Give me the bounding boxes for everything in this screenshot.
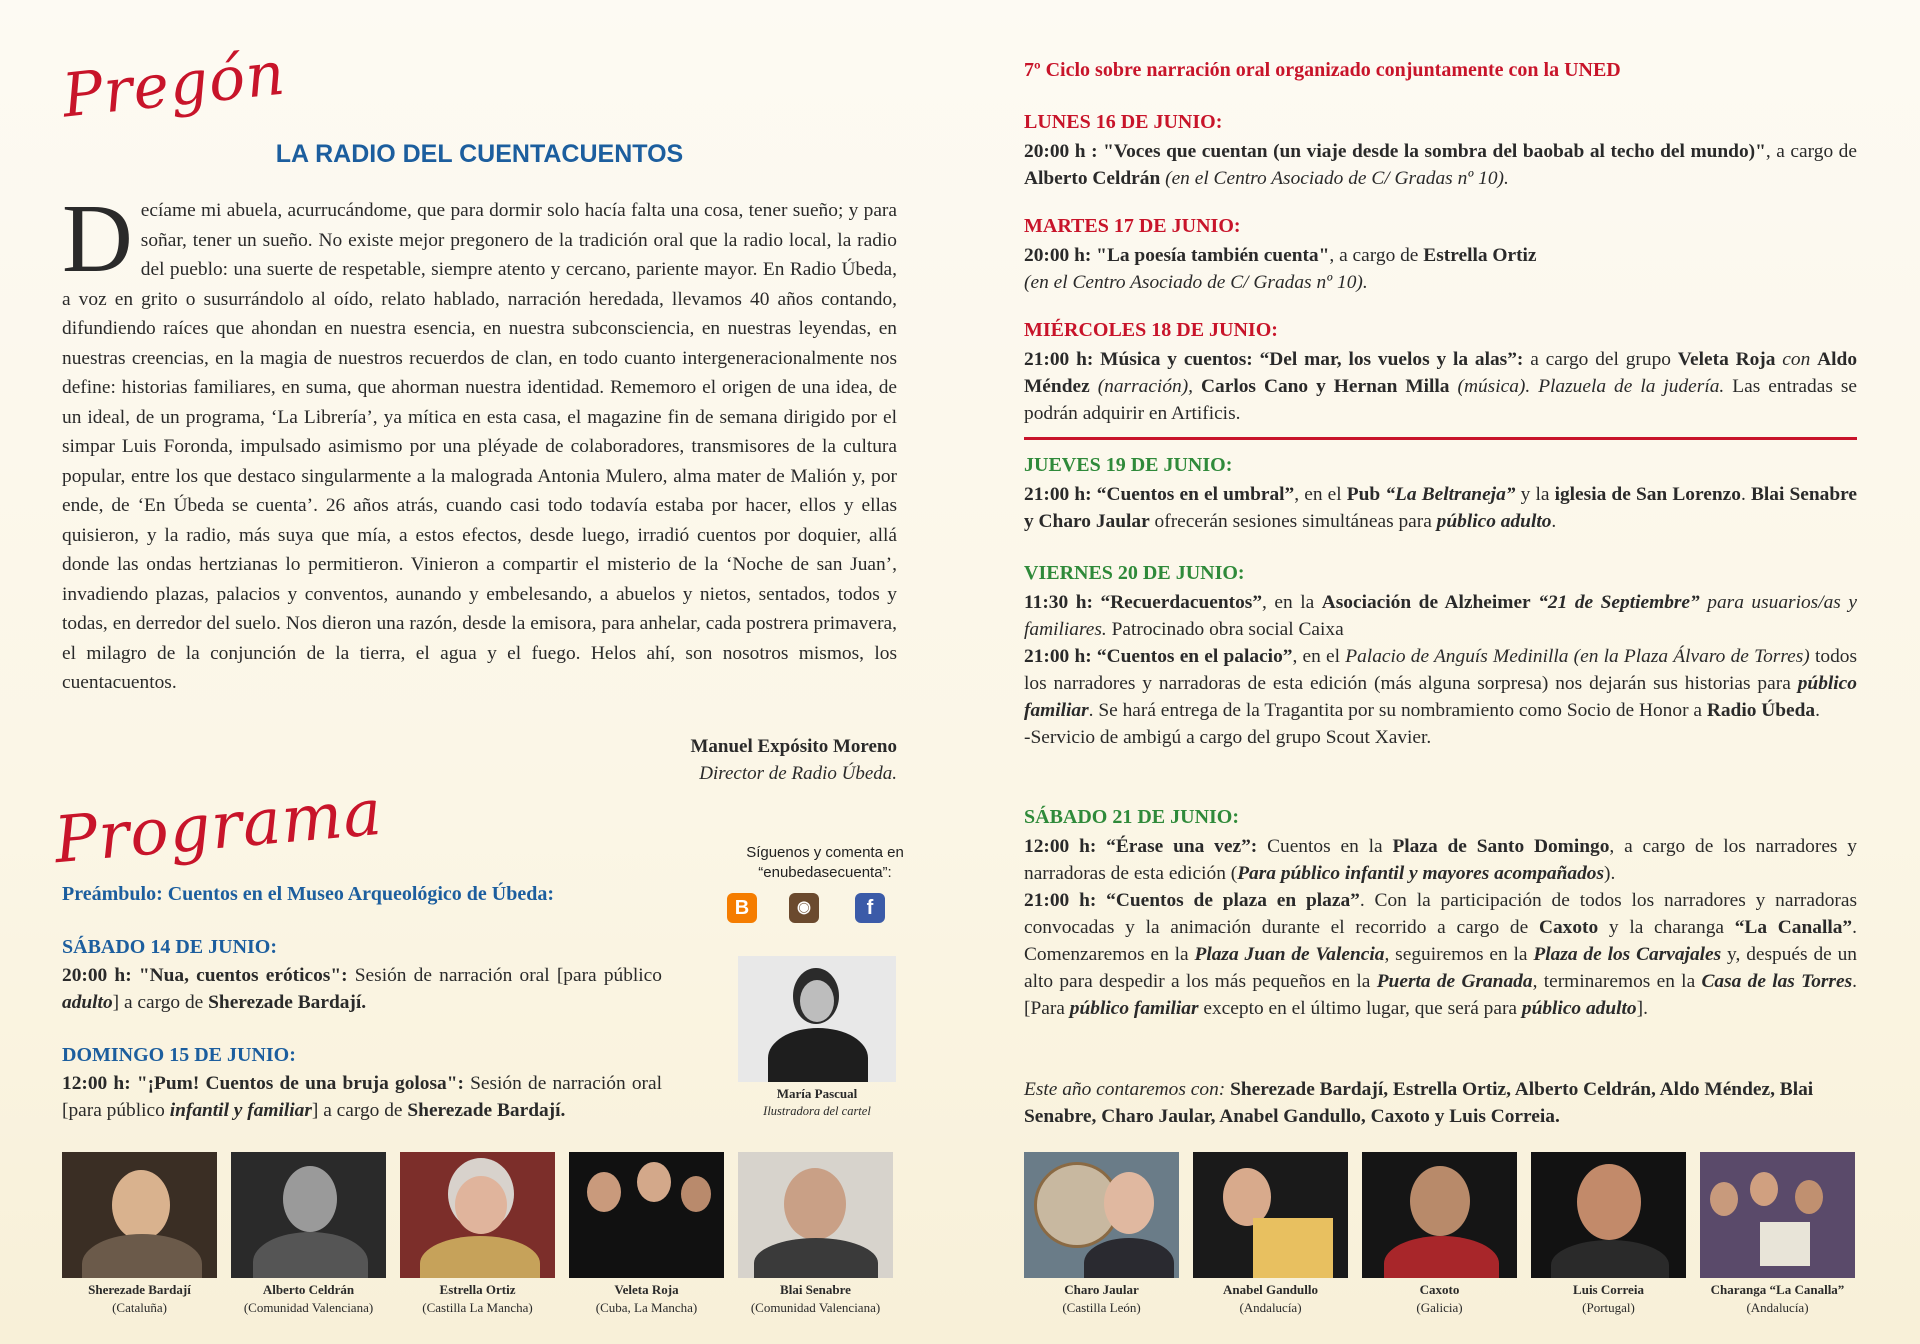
photo-estrella-ortiz [400,1152,555,1278]
pregon-body [62,185,897,698]
signature-role: Director de Radio Úbeda. [699,763,897,784]
event-text: ] a cargo de [112,992,209,1013]
event-text: , a cargo de los narradores y narradoras de esta edición ( [1024,836,1858,884]
event-time: 21:00 h: “Cuentos de plaza en plaza” [1024,890,1360,911]
performer-region: (Andalucía) [1746,1300,1809,1315]
photo-caption [57,1281,222,1317]
performer-region: (Andalucía) [1239,1300,1302,1315]
event-performer: Sherezade Bardají. [208,992,367,1013]
event-venue: Plaza Juan de Valencia [1194,944,1385,965]
instagram-icon[interactable]: ◉ [789,893,819,923]
event-venue: “La Beltraneja” [1385,484,1516,505]
photo-caption [564,1281,729,1317]
event-text: , en el [1294,484,1347,505]
performer-name: Charanga “La Canalla” [1710,1282,1845,1297]
day-heading-wed18: MIÉRCOLES 18 DE JUNIO: [1024,319,1278,341]
event-text: Las entradas se podrán adquirir en Artificis. [1024,376,1858,424]
photo-blai-senabre [738,1152,893,1278]
illustrator-photo [738,956,896,1082]
event-text: , terminaremos en la [1532,971,1702,992]
event-time: 21:00 h: “Cuentos en el palacio” [1024,646,1293,667]
event-venue: Plaza de Santo Domingo [1392,836,1610,857]
event-text: Sesión de narración oral [para público [347,965,662,986]
event-performer: Estrella Ortiz [1423,245,1537,266]
performer-region: (Portugal) [1582,1300,1635,1315]
performer-region: (Cataluña) [112,1300,167,1315]
photo-veleta-roja [569,1152,724,1278]
photo-luis-correia [1531,1152,1686,1278]
programa-title: Programa [51,775,386,879]
performer-name: Veleta Roja [614,1282,679,1297]
event-text: , en la [1262,592,1322,613]
event-text: Patrocinado obra social Caixa [1106,619,1344,640]
event-audience: adulto [62,992,113,1013]
event-performer: Sherezade Bardají. [407,1100,566,1121]
event-time: 21:00 h: Música y cuentos: “Del mar, los vuelos y la alas”: [1024,349,1524,370]
event-performer: Carlos Cano y Hernan Milla [1201,376,1450,397]
event-text: , en el [1292,646,1346,667]
photo-caption [1526,1281,1691,1317]
signature-name: Manuel Expósito Moreno [690,736,897,757]
event-text: , a cargo de [1765,141,1857,162]
performer-name: Charo Jaular [1064,1282,1139,1297]
closing-line [1024,1076,1857,1130]
event-venue: (música). Plazuela de la judería. [1449,376,1725,397]
performer-name: Anabel Gandullo [1222,1282,1318,1297]
event-text: . [1815,700,1820,721]
illustrator-name: María Pascual [776,1086,858,1101]
event-text: , a cargo de [1329,245,1424,266]
performer-region: (Comunidad Valenciana) [750,1300,881,1315]
event-text: . [1740,484,1751,505]
event-performer: Caxoto [1538,917,1599,938]
performer-name: Caxoto [1419,1282,1460,1297]
event-text: ). [1604,863,1616,884]
event-venue: Asociación de Alzheimer [1321,592,1531,613]
event-performer: Radio Úbeda [1706,700,1816,721]
event-venue: Plaza de los Carvajales [1533,944,1722,965]
photo-caption [395,1281,560,1317]
event-text: , seguiremos en la [1384,944,1534,965]
event-venue: Pub [1346,484,1381,505]
event-time: 20:00 h: "La poesía también cuenta" [1024,245,1330,266]
event-text: . Con la participación de todos los narradores y narradoras convocadas y la animación durante el recorrido a cargo de [1024,890,1857,938]
photo-anabel-gandullo [1193,1152,1348,1278]
photo-caption [733,1281,898,1317]
event-text: ofrecerán sesiones simultáneas para [1149,511,1437,532]
event-venue: (en el Centro Asociado de C/ Gradas nº 10). [1160,168,1509,189]
event-text: ] a cargo de [311,1100,408,1121]
event-tue17 [1024,242,1857,296]
event-time: 21:00 h: “Cuentos en el umbral” [1024,484,1295,505]
performer-name: Alberto Celdrán [262,1282,355,1297]
event-audience: infantil y familiar [169,1100,312,1121]
photo-charanga-la-canalla [1700,1152,1855,1278]
day-heading-mon16: LUNES 16 DE JUNIO: [1024,111,1223,133]
performer-region: (Cuba, La Mancha) [595,1300,698,1315]
event-time: 12:00 h: “Érase una vez”: [1024,836,1258,857]
photo-caption [1695,1281,1860,1317]
performer-name: Sherezade Bardají [88,1282,191,1297]
photo-caption [1188,1281,1353,1317]
photo-caxoto [1362,1152,1517,1278]
event-audience: público adulto [1521,998,1637,1019]
event-text: y la charanga [1598,917,1735,938]
day-heading-sun15: DOMINGO 15 DE JUNIO: [62,1044,296,1066]
event-audience: público familiar [1024,673,1857,721]
drop-cap: D [62,185,133,293]
performer-region: (Comunidad Valenciana) [243,1300,374,1315]
performer-region: (Castilla La Mancha) [422,1300,533,1315]
event-performer: Blai Senabre y Charo Jaular [1024,484,1857,532]
event-venue: iglesia de San Lorenzo [1554,484,1741,505]
blogger-icon[interactable]: B [727,893,757,923]
event-performer: Veleta Roja [1677,349,1776,370]
illustrator-role: Ilustradora del cartel [763,1104,871,1118]
event-thu19 [1024,481,1857,535]
event-text: con [1775,349,1818,370]
performer-name: Estrella Ortiz [439,1282,516,1297]
day-heading-sat21: SÁBADO 21 DE JUNIO: [1024,806,1240,828]
performer-name: Luis Correia [1573,1282,1644,1297]
closing-performers: Sherezade Bardají, Estrella Ortiz, Alberto Celdrán, Aldo Méndez, Blai Senabre, Charo Jaular, Anabel Gandullo, Caxoto y Luis Correia. [1024,1079,1814,1127]
event-performer: Aldo Méndez [1024,349,1858,397]
event-text: todos los narradores y narradoras de esta edición (más alguna sorpresa) nos dejarán sus historias para [1024,646,1858,694]
event-sun15 [62,1070,662,1124]
photo-alberto-celdran [231,1152,386,1278]
performer-region: (Castilla León) [1062,1300,1141,1315]
event-wed18 [1024,346,1857,427]
event-audience: público adulto [1436,511,1552,532]
event-text: . Comenzaremos en la [1024,917,1857,965]
event-venue: Palacio de Anguís Medinilla (en la Plaza Álvaro de Torres) [1345,646,1810,667]
social-caption: Síguenos y comenta en “enubedasecuenta”: [746,844,904,881]
event-text: Cuentos en la [1257,836,1393,857]
event-venue: Puerta de Granada [1376,971,1533,992]
event-performer: Alberto Celdrán [1024,168,1161,189]
event-time: 20:00 h : "Voces que cuentan (un viaje desde la sombra del baobab al techo del mundo)" [1024,141,1766,162]
event-time: 11:30 h: “Recuerdacuentos” [1024,592,1263,613]
event-text: ]. [1636,998,1648,1019]
event-text: . [Para [1024,971,1857,1019]
section-divider [1024,437,1857,440]
performer-region: (Galicia) [1416,1300,1463,1315]
event-time: 12:00 h: "¡Pum! Cuentos de una bruja golosa": [62,1073,464,1094]
event-venue: (en el Centro Asociado de C/ Gradas nº 10). [1024,272,1368,293]
event-audience: Para público infantil y mayores acompañados [1237,863,1605,884]
event-text: (narración), [1089,376,1202,397]
event-performer: “La Canalla” [1734,917,1853,938]
day-heading-fri20: VIERNES 20 DE JUNIO: [1024,562,1245,584]
event-venue: Casa de las Torres [1701,971,1853,992]
ciclo-heading: 7º Ciclo sobre narración oral organizado conjuntamente con la UNED [1024,59,1621,81]
photo-caption [1019,1281,1184,1317]
day-heading-tue17: MARTES 17 DE JUNIO: [1024,215,1241,237]
event-mon16 [1024,138,1857,192]
day-heading-thu19: JUEVES 19 DE JUNIO: [1024,454,1233,476]
preambulo-heading: Preámbulo: Cuentos en el Museo Arqueológico de Úbeda: [62,883,555,905]
pregon-text: ecíame mi abuela, acurrucándome, que para dormir solo hacía falta una cosa, tener sueño; y para soñar, tener un sueño. No existe mejor pregonero de la tradición oral que la radio local, la radio del pueblo: una suerte de respetable, siempre atento y cercano, pariente mayor. En Radio Úbeda, a voz en grito o susurrándolo al oído, relato hablado, narración heredada, llevamos 40 años contando, difundiendo raíces que ahondan en nuestra esencia, en nuestra subconsciencia, en nuestras leyendas, en nuestras creencias, en la magia de nuestros recuerdos de clan, en todo cuanto intergeneracionalmente nos define: historias familiares, en suma, que ahorman nuestra identidad. Rememoro el origen de una idea, de un ideal, de un programa, ‘La Librería’, ya mítica en esta casa, el magazine fin de semana dirigido por el simpar Luis Foronda, impulsado asimismo por una pléyade de colaboradores, transmisores de la cultura popular, entre los que destaco singularmente a la malograda Antonia Mulero, alma mater de Malión y, por ende, de ‘En Úbeda se cuenta’. 26 años atrás, cuando casi todo todavía estaba por hacer, ellos y ellas quisieron, y la radio, más suya que mía, a estos efectos, desde luego, irradió cuentos por doquier, allá donde las ondas hertzianas lo permitieron. Vinieron a compartir el misterio de la ‘Noche de san Juan’, invadiendo plazas, palacios y conventos, aunando y embelesando, a abuelos y nietos, sentados, todos y todas, en derredor del suelo. Nos dieron una razón, desde la emisora, para anhelar, cada postrera primavera, el milagro de la conjunción de la tierra, el agua y el fuego. Helos ahí, son nosotros mismos, los cuentacuentos. [62,200,897,693]
event-fri20 [1024,589,1857,751]
photo-caption [1357,1281,1522,1317]
event-text: . [1551,511,1557,532]
performer-name: Blai Senabre [780,1282,851,1297]
event-audience: para usuarios/as y familiares. [1024,592,1857,640]
event-sat21 [1024,833,1857,1022]
day-heading-sat14: SÁBADO 14 DE JUNIO: [62,936,278,958]
event-text: Sesión de narración oral [para público [62,1073,662,1121]
facebook-icon[interactable]: f [855,893,885,923]
event-text: a cargo del grupo [1523,349,1678,370]
event-audience: público familiar [1069,998,1199,1019]
event-text: excepto en el último lugar, que será para [1198,998,1522,1019]
event-venue: “21 de Septiembre” [1538,592,1700,613]
event-text: . Se hará entrega de la Tragantita por su nombramiento como Socio de Honor a [1088,700,1707,721]
event-text: y la [1515,484,1555,505]
photo-sherezade-bardaji [62,1152,217,1278]
photo-caption [226,1281,391,1317]
event-text: -Servicio de ambigú a cargo del grupo Scout Xavier. [1024,727,1432,748]
event-time: 20:00 h: "Nua, cuentos eróticos": [62,965,348,986]
closing-intro: Este año contaremos con: [1024,1079,1231,1100]
event-text: y, después de un alto para despedir a los más pequeños en la [1024,944,1858,992]
event-sat14 [62,962,662,1016]
pregon-title: Pregón [58,38,289,132]
radio-heading: LA RADIO DEL CUENTACUENTOS [275,140,684,168]
photo-charo-jaular [1024,1152,1179,1278]
